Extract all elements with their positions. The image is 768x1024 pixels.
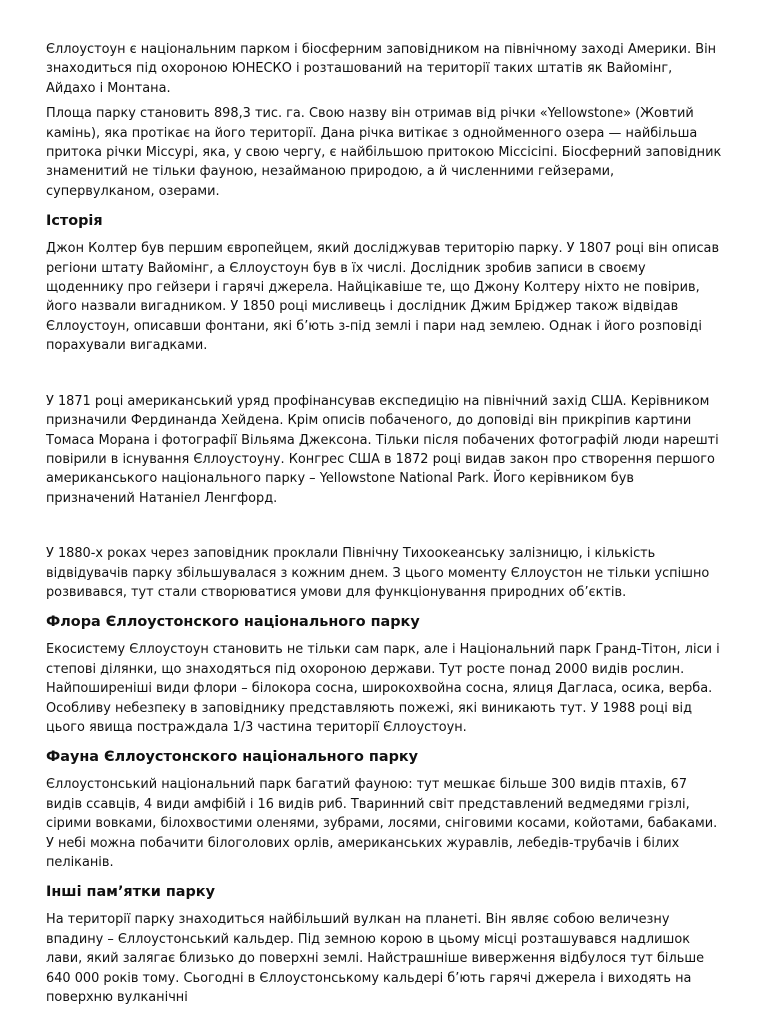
flora-heading: Флора Єллоустонского національного парку	[46, 614, 420, 631]
intro-paragraph-2: Площа парку становить 898,3 тис. га. Свою назву він отримав від річки «Yellowstone» (Жовтий камінь), яка протікає на його території. Дана річка витікає з однойменного озера — найбільша притока річки Міссурі, яка, у свою чергу, є найбільшою притокою Міссісіпі. Біосферний заповідник знаменитий не тільки фауною, незайманою природою, а й численними гейзерами, супервулканом, озерами.	[46, 106, 722, 199]
flora-paragraph: Екосистему Єллоустоун становить не тільки сам парк, але і Національний парк Гранд-Тітон, ліси і степові ділянки, що знаходяться під охороною держави. Тут росте понад 2000 видів рослин. Найпоширеніші види флори – білокора сосна, широкохвойна сосна, ялиця Дагласа, осика, верба. Особливу небезпеку в заповіднику представляють пожежі, які виникають тут. У 1988 році від цього явища постраждала 1/3 частина території Єллоустоун.	[46, 642, 720, 735]
fauna-heading: Фауна Єллоустонского національного парку	[46, 749, 419, 766]
fauna-paragraph: Єллоустонський національний парк багатий фауною: тут мешкає більше 300 видів птахів, 67 видів ссавців, 4 види амфібій і 16 видів риб. Тваринний світ представлений ведмедями грізлі, сірими вовками, білохвостими оленями, зубрами, лосями, сніговими косами, койотами, бабаками. У небі можна побачити білоголових орлів, американських журавлів, лебедів-трубачів і білих пеліканів.	[46, 777, 718, 870]
history-paragraph-2: У 1871 році американський уряд профінансував експедицію на північний захід США. Керівником призначили Фердинанда Хейдена. Крім описів побаченого, до доповіді він прикріпив картини Томаса Морана і фотографії Вільяма Джексона. Тільки після побачених фотографій люди нарешті повірили в існування Єллоустоуну. Конгрес США в 1872 році видав закон про створення першого американського національного парку – Yellowstone National Park. Його керівником був призначений Натаніел Ленгфорд.	[46, 393, 719, 506]
intro-paragraph-1: Єллоустоун є національним парком і біосферним заповідником на північному заході Америки. Він знаходиться під охороною ЮНЕСКО і розташований на території таких штатів як Вайомінг, Айдахо і Монтана.	[46, 42, 717, 96]
history-paragraph-3: У 1880-х роках через заповідник проклали Північну Тихоокеанську залізницю, і кількість відвідувачів парку збільшувалася з кожним днем. З цього моменту Єллоустон не тільки успішно розвивався, тут стали створюватися умови для функціонування природних об’єктів.	[46, 546, 710, 600]
other-sights-paragraph: На території парку знаходиться найбільший вулкан на планеті. Він являє собою величезну впадину – Єллоустонський кальдер. Під земною корою в цьому місці розташувався надлишок лави, який залягає близько до поверхні землі. Найстрашніше виверження відбулося тут більше 640 000 років тому. Сьогодні в Єллоустонському кальдері б’ють гарячі джерела і виходять на поверхню вулканічні	[46, 912, 705, 1006]
history-heading: Історія	[46, 213, 103, 230]
other-sights-heading: Інші пам’ятки парку	[46, 884, 215, 901]
history-paragraph-1: Джон Колтер був першим європейцем, який досліджував територію парку. У 1807 році він описав регіони штату Вайомінг, а Єллоустоун був в їх числі. Дослідник зробив записи в своєму щоденнику про гейзери і гарячі джерела. Найцікавіше те, що Джону Колтеру ніхто не повірив, його назвали вигадником. У 1850 році мисливець і дослідник Джим Бріджер також відвідав Єллоустоун, описавши фонтани, які б’ють з-під землі і пари над землею. Однак і його розповіді порахували вигадками.	[46, 241, 720, 354]
